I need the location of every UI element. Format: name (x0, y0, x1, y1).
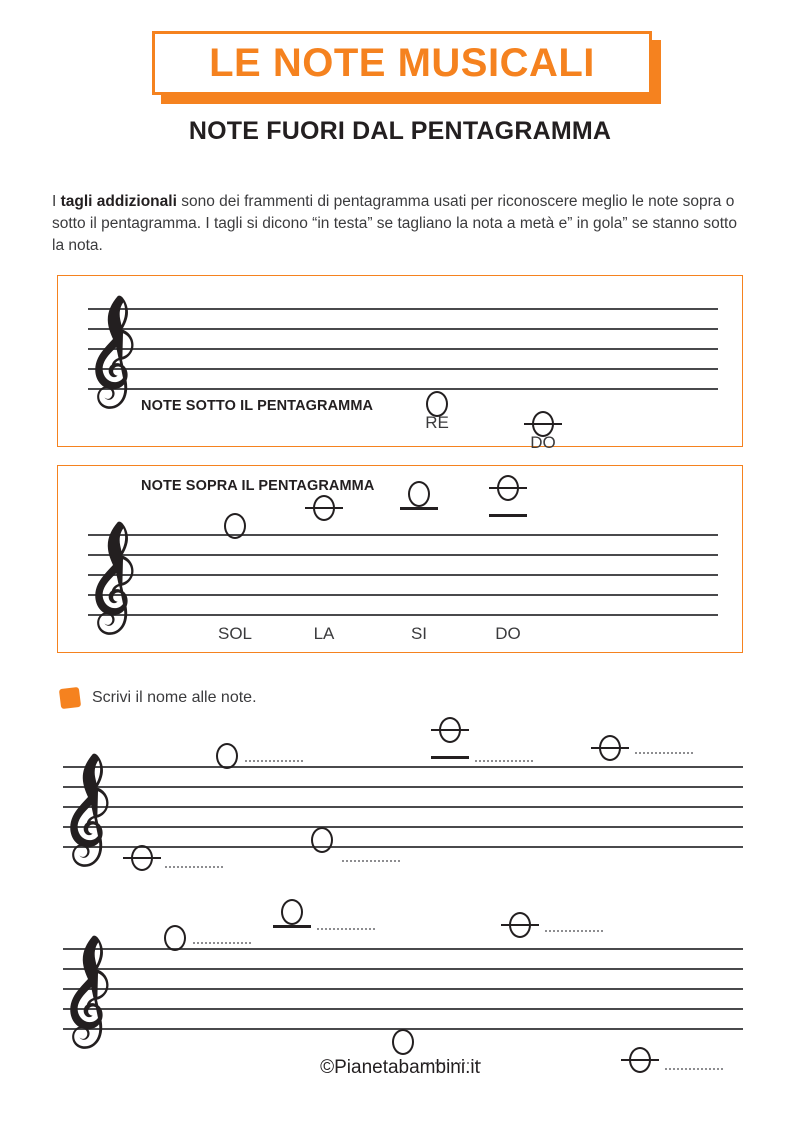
note-head (408, 481, 430, 507)
note-head (164, 925, 186, 951)
note-label-do: DO (530, 433, 556, 452)
staff-line-4 (63, 786, 743, 788)
note-label-do: DO (495, 624, 521, 643)
note-label-sol: SOL (217, 624, 253, 643)
note-head (281, 899, 303, 925)
staff-line-3 (88, 348, 718, 350)
ledger-line-in-gola (273, 925, 311, 928)
page-subtitle: NOTE FUORI DAL PENTAGRAMMA (188, 117, 612, 145)
answer-line-1[interactable] (165, 866, 223, 868)
ledger-line-in-gola (431, 756, 469, 759)
staff-line-5 (63, 948, 743, 950)
staff-line-5 (63, 766, 743, 768)
staff-line-4 (63, 968, 743, 970)
staff-line-4 (88, 328, 718, 330)
staff-lines (63, 890, 743, 1020)
title-box (152, 31, 652, 95)
ledger-line-in-gola (400, 507, 438, 510)
staff-line-3 (63, 988, 743, 990)
title-banner (152, 31, 652, 95)
intro-rest: sono dei frammenti di pentagramma usati per riconoscere meglio le note sopra o sotto il pentagramma. I tagli si dicono “in testa” se tagliano la nota a metà e” in gola” se stanno sotto la nota. (52, 192, 737, 254)
staff-line-2 (88, 368, 718, 370)
intro-bold-term: tagli addizionali (60, 192, 177, 210)
staff-line-5 (88, 308, 718, 310)
note-head (311, 827, 333, 853)
intro-lead: I (52, 192, 61, 210)
answer-line-3[interactable] (545, 930, 603, 932)
staff-line-3 (88, 574, 718, 576)
answer-line-3[interactable] (342, 860, 400, 862)
staff-line-1 (88, 388, 718, 390)
ledger-line-in-testa (501, 924, 539, 927)
staff-line-1 (88, 614, 718, 616)
staff-line-2 (63, 1008, 743, 1010)
staff-line-5 (88, 534, 718, 536)
note-head (392, 1029, 414, 1055)
staff-sopra (88, 466, 718, 626)
exercise-instruction (60, 688, 257, 708)
ledger-line-in-testa (489, 487, 527, 490)
staff-line-4 (88, 554, 718, 556)
footer-credit: ©Pianetabambini.it (320, 1057, 480, 1078)
staff-line-3 (63, 806, 743, 808)
note-label-la: LA (313, 624, 335, 643)
note-head (224, 513, 246, 539)
note-label-re: RE (425, 413, 449, 432)
answer-line-2[interactable] (317, 928, 375, 930)
answer-line-1[interactable] (193, 942, 251, 944)
ledger-line-in-gola (489, 514, 527, 517)
box-note-sopra-pentagramma (57, 465, 743, 653)
square-bullet-icon (59, 687, 81, 709)
answer-line-2[interactable] (245, 760, 303, 762)
ledger-line-in-testa (431, 729, 469, 732)
staff-line-2 (63, 826, 743, 828)
box-sotto-heading: NOTE SOTTO IL PENTAGRAMMA (141, 398, 374, 414)
note-label-si: SI (410, 624, 428, 643)
staff-line-1 (63, 846, 743, 848)
answer-line-4[interactable] (475, 760, 533, 762)
ledger-line-in-testa (591, 747, 629, 750)
box-note-sotto-pentagramma (57, 275, 743, 452)
page-title: LE NOTE MUSICALI (209, 41, 595, 85)
ledger-line-in-testa (123, 857, 161, 860)
staff-sotto (88, 276, 718, 396)
exercise-staff-2 (57, 890, 743, 1040)
exercise-staff-1 (57, 718, 743, 868)
ledger-line-in-testa (524, 423, 562, 426)
exercise-instruction-text: Scrivi il nome alle note. (92, 689, 257, 706)
staff-line-2 (88, 594, 718, 596)
staff-lines (63, 718, 743, 848)
ledger-line-in-testa (305, 507, 343, 510)
intro-paragraph (52, 191, 752, 257)
answer-line-5[interactable] (635, 752, 693, 754)
note-head (216, 743, 238, 769)
box-sopra-heading: NOTE SOPRA IL PENTAGRAMMA (141, 478, 375, 494)
